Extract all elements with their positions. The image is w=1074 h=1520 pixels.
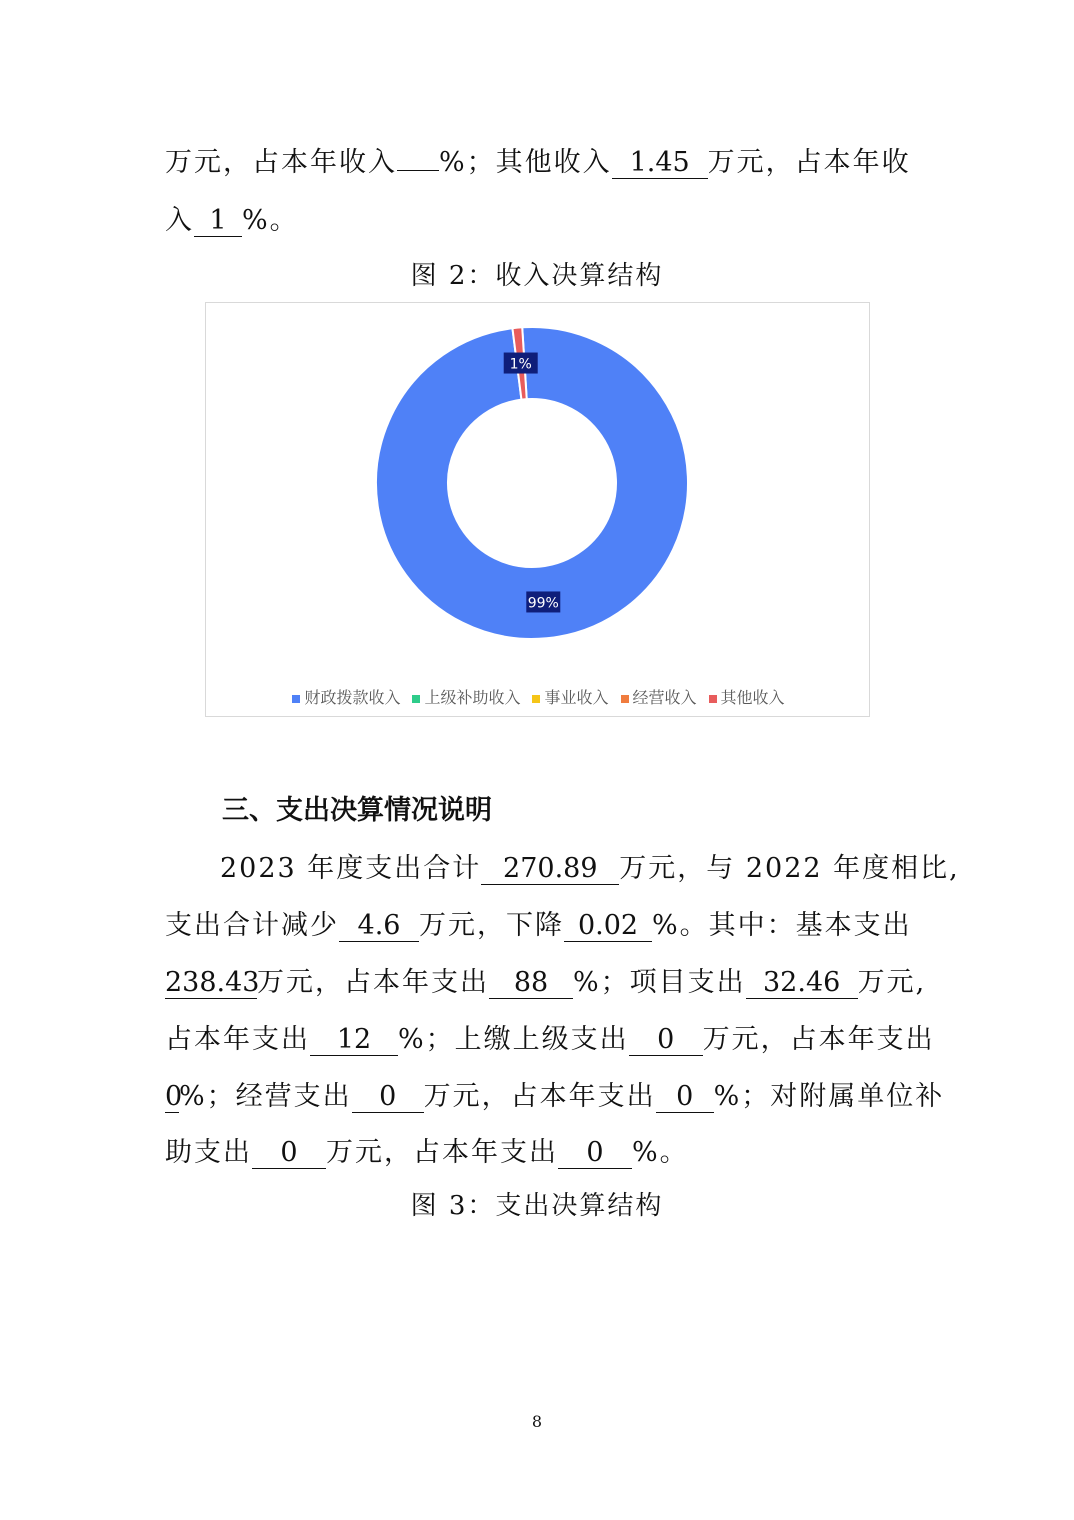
text-segment: 2023 年度支出合计 <box>220 853 482 884</box>
paragraph-line <box>165 140 915 179</box>
paragraph-line <box>165 1130 915 1169</box>
paragraph-line <box>165 198 915 237</box>
fill-blank <box>397 170 439 171</box>
page-number: 8 <box>531 1412 543 1431</box>
data-label <box>504 353 538 374</box>
text-segment: 助支出 <box>165 1137 252 1168</box>
text-segment: %；项目支出 <box>573 967 746 998</box>
text-segment: 万元，占本年支出 <box>702 1024 935 1055</box>
chart-legend <box>206 685 871 708</box>
data-label-text: 99% <box>527 595 559 612</box>
text-segment: %；经营支出 <box>179 1081 352 1112</box>
paragraph-line <box>220 846 960 885</box>
legend-label: 事业收入 <box>544 688 609 707</box>
fill-blank: 0 <box>165 1081 183 1112</box>
fill-blank: 0.02 <box>564 911 652 942</box>
fill-blank: 1.45 <box>612 148 708 179</box>
text-segment: 占本年支出 <box>165 1024 310 1055</box>
paragraph-line <box>165 1074 945 1113</box>
legend-item <box>292 685 400 708</box>
data-label <box>526 591 560 612</box>
text-segment: %；对附属单位补 <box>713 1081 945 1112</box>
text-segment: 万元，下降 <box>419 910 564 941</box>
fill-blank: 1 <box>194 206 242 237</box>
text-segment: 万元，占本年收入 <box>165 147 397 178</box>
chart-frame <box>205 302 870 717</box>
section-heading: 三、支出决算情况说明 <box>222 795 492 826</box>
fill-blank: 238.43 <box>165 967 260 998</box>
text-segment: %。其中：基本支出 <box>652 910 912 941</box>
paragraph-line <box>165 960 927 999</box>
figure-caption: 图 2：收入决算结构 <box>410 261 664 291</box>
legend-item <box>709 685 785 708</box>
legend-label: 财政拨款收入 <box>304 688 401 707</box>
data-label-text: 1% <box>509 356 532 373</box>
fill-blank: 0 <box>656 1082 714 1113</box>
fill-blank: 0 <box>558 1138 632 1169</box>
legend-swatch <box>709 695 717 703</box>
legend-swatch <box>532 695 540 703</box>
fill-blank: 270.89 <box>481 854 619 885</box>
text-segment: 万元，占本年支出 <box>326 1137 558 1168</box>
legend-label: 经营收入 <box>632 688 697 707</box>
legend-item <box>412 685 520 708</box>
legend-label: 上级补助收入 <box>424 688 521 707</box>
text-segment: %；上缴上级支出 <box>398 1024 629 1055</box>
fill-blank: 0 <box>629 1025 703 1056</box>
text-segment: 万元，占本年收 <box>707 147 911 178</box>
text-segment: %；其他收入 <box>439 147 612 178</box>
legend-swatch <box>412 695 420 703</box>
legend-label: 其他收入 <box>720 688 785 707</box>
figure-caption: 图 3：支出决算结构 <box>410 1191 664 1221</box>
fill-blank: 12 <box>310 1025 398 1056</box>
text-segment: %。 <box>242 205 299 236</box>
paragraph-line <box>165 1017 935 1056</box>
fill-blank: 4.6 <box>339 911 419 942</box>
legend-item <box>532 685 608 708</box>
text-segment: %。 <box>632 1137 689 1168</box>
fill-blank: 32.46 <box>746 968 858 999</box>
legend-swatch <box>292 695 300 703</box>
donut-chart <box>206 303 871 673</box>
fill-blank: 88 <box>489 968 573 999</box>
fill-blank: 0 <box>352 1082 424 1113</box>
text-segment: 入 <box>165 205 194 236</box>
fill-blank: 0 <box>252 1138 326 1169</box>
text-segment: 支出合计减少 <box>165 910 339 941</box>
text-segment: 万元，占本年支出 <box>257 967 489 998</box>
legend-item <box>621 685 697 708</box>
text-segment: 万元，与 2022 年度相比, <box>619 853 960 884</box>
text-segment: 万元，占本年支出 <box>423 1081 656 1112</box>
paragraph-line <box>165 903 915 942</box>
legend-swatch <box>621 695 629 703</box>
text-segment: 万元, <box>857 967 927 998</box>
